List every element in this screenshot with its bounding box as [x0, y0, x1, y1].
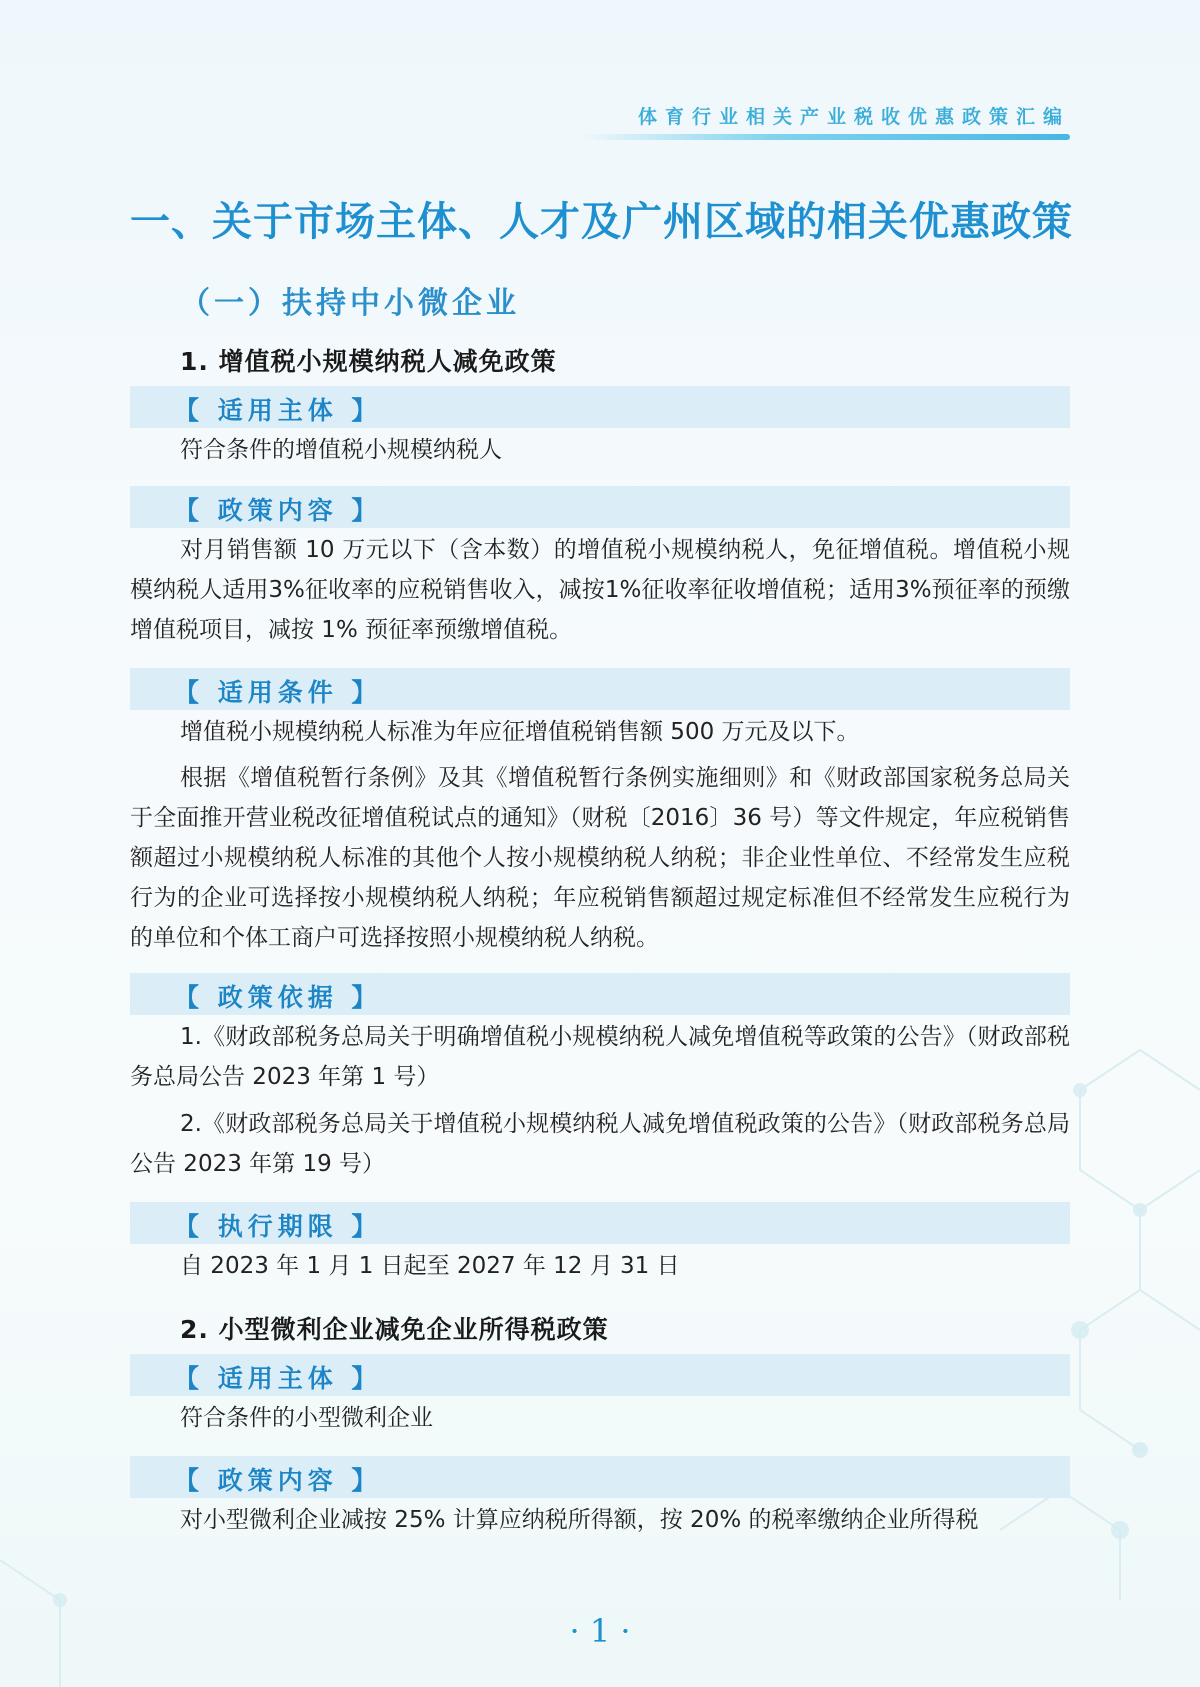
label-conditions — [130, 668, 1070, 710]
execution-period-text: 自 2023 年 1 月 1 日起至 2027 年 12 月 31 日 — [180, 1253, 680, 1279]
policy-content-text: 对月销售额 10 万元以下（含本数）的增值税小规模纳税人，免征增值税。增值税小规模纳税人适用3%征收率的应税销售收入，减按1%征收率征收增值税；适用3%预征率的预缴增值税项目，减按 1% 预征率预缴增值税。 — [130, 537, 1070, 643]
policy-content-text: 对小型微利企业减按 25% 计算应纳税所得额，按 20% 的税率缴纳企业所得税 — [180, 1507, 979, 1533]
header-accent-bar — [580, 134, 1070, 140]
conditions-text-2: 根据《增值税暂行条例》及其《增值税暂行条例实施细则》和《财政部国家税务总局关于全面推开营业税改征增值税试点的通知》（财税〔2016〕36 号）等文件规定，年应税销售额超过小规模纳税人标准的其他个人按小规模纳税人纳税；非企业性单位、不经常发生应税行为的企业可选择按小规模纳税人纳税；年应税销售额超过规定标准但不经常发生应税行为的单位和个体工商户可选择按照小规模纳税人纳税。 — [130, 765, 1070, 951]
label-policy-content — [130, 1456, 1070, 1498]
policy-basis-1: 1.《财政部税务总局关于明确增值税小规模纳税人减免增值税等政策的公告》（财政部税务总局公告 2023 年第 1 号） — [130, 1024, 1070, 1090]
policy-basis-2: 2.《财政部税务总局关于增值税小规模纳税人减免增值税政策的公告》（财政部税务总局公告 2023 年第 19 号） — [130, 1111, 1070, 1177]
item-1-heading: 1. 增值税小规模纳税人减免政策 — [180, 347, 557, 376]
section-heading: （一）扶持中小微企业 — [180, 286, 520, 321]
applicable-subject-text: 符合条件的小型微利企业 — [180, 1405, 433, 1431]
book-title: 体育行业相关产业税收优惠政策汇编 — [637, 106, 1070, 128]
label-text: 【 适用条件 】 — [174, 678, 382, 707]
chapter-title: 一、关于市场主体、人才及广州区域的相关优惠政策 — [130, 199, 1073, 245]
label-text: 【 政策内容 】 — [174, 1466, 382, 1495]
conditions-text-1: 增值税小规模纳税人标准为年应征增值税销售额 500 万元及以下。 — [180, 719, 860, 745]
label-text: 【 政策依据 】 — [174, 983, 382, 1012]
label-applicable-subject — [130, 1354, 1070, 1396]
label-policy-content — [130, 486, 1070, 528]
label-text: 【 政策内容 】 — [174, 496, 382, 525]
label-applicable-subject — [130, 386, 1070, 428]
applicable-subject-text: 符合条件的增值税小规模纳税人 — [180, 437, 502, 463]
label-execution-period — [130, 1202, 1070, 1244]
item-2-heading: 2. 小型微利企业减免企业所得税政策 — [180, 1315, 609, 1344]
label-text: 【 适用主体 】 — [174, 1364, 382, 1393]
label-text: 【 执行期限 】 — [174, 1212, 382, 1241]
label-policy-basis — [130, 973, 1070, 1015]
page-number: · 1 · — [569, 1612, 631, 1650]
label-text: 【 适用主体 】 — [174, 396, 382, 425]
